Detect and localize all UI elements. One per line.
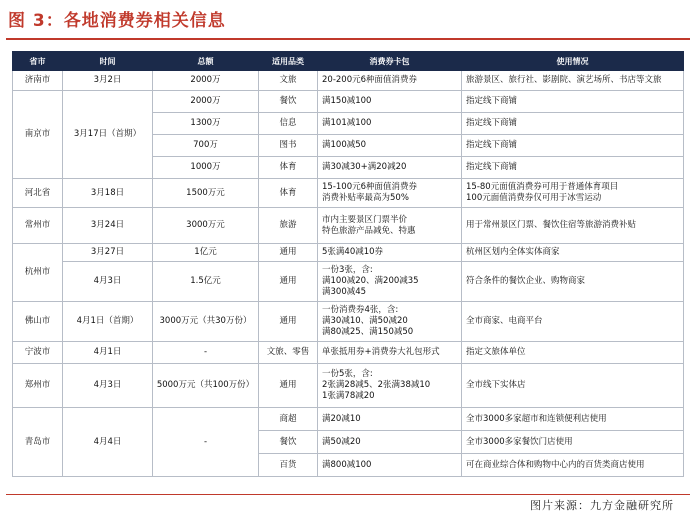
header-usage: 使用情况 xyxy=(462,52,684,71)
cell-time: 3月17日（首期） xyxy=(63,91,153,179)
cell-category: 体育 xyxy=(259,157,318,179)
cell-city: 宁波市 xyxy=(13,342,63,364)
package-line: 消费补贴率最高为50% xyxy=(322,193,409,203)
cell-category: 商超 xyxy=(259,408,318,431)
cell-category: 通用 xyxy=(259,302,318,342)
cell-time: 4月4日 xyxy=(63,408,153,477)
cell-package xyxy=(318,71,462,91)
usage-line: 全市商家、电商平台 xyxy=(466,316,543,326)
package-line: 满100减50 xyxy=(322,140,367,150)
usage-line: 杭州区划内全体实体商家 xyxy=(466,247,560,257)
cell-usage xyxy=(462,302,684,342)
cell-package xyxy=(318,342,462,364)
usage-line: 全市3000多家超市和连锁便利店使用 xyxy=(466,413,607,424)
cell-usage xyxy=(462,342,684,364)
cell-usage xyxy=(462,454,684,477)
package-line: 满20减10 xyxy=(322,413,361,424)
cell-usage xyxy=(462,244,684,262)
cell-category: 通用 xyxy=(259,244,318,262)
cell-category: 餐饮 xyxy=(259,431,318,454)
cell-city: 济南市 xyxy=(13,71,63,91)
cell-usage xyxy=(462,208,684,244)
footer-divider xyxy=(6,494,690,495)
cell-category: 文旅、零售 xyxy=(259,342,318,364)
cell-category: 体育 xyxy=(259,179,318,208)
cell-package xyxy=(318,364,462,408)
cell-package xyxy=(318,302,462,342)
package-line: 市内主要景区门票半价 xyxy=(322,214,408,225)
table-row xyxy=(13,179,684,208)
table-row xyxy=(13,71,684,91)
table-row xyxy=(13,364,684,408)
cell-time: 4月1日 xyxy=(63,342,153,364)
cell-package xyxy=(318,179,462,208)
header-category: 适用品类 xyxy=(259,52,318,71)
cell-time: 4月1日（首期） xyxy=(63,302,153,342)
table-row xyxy=(13,302,684,342)
cell-amount: 1亿元 xyxy=(153,244,259,262)
cell-amount: 2000万 xyxy=(153,91,259,113)
usage-line: 旅游景区、旅行社、影剧院、演艺场所、书店等文旅 xyxy=(466,75,662,85)
cell-amount: 1.5亿元 xyxy=(153,262,259,302)
cell-usage xyxy=(462,431,684,454)
cell-category: 百货 xyxy=(259,454,318,477)
cell-package xyxy=(318,454,462,477)
cell-city: 常州市 xyxy=(13,208,63,244)
usage-line: 用于常州景区门票、餐饮住宿等旅游消费补贴 xyxy=(466,220,637,230)
cell-package xyxy=(318,208,462,244)
cell-amount: 3000万元 xyxy=(153,208,259,244)
cell-usage xyxy=(462,179,684,208)
cell-category: 餐饮 xyxy=(259,91,318,113)
table-row xyxy=(13,208,684,244)
cell-amount: - xyxy=(153,342,259,364)
usage-line: 符合条件的餐饮企业、购物商家 xyxy=(466,276,586,286)
cell-usage xyxy=(462,113,684,135)
cell-amount: 3000万元（共30万份） xyxy=(153,302,259,342)
package-line: 满80减25、满150减50 xyxy=(322,327,414,337)
usage-line: 指定线下商铺 xyxy=(466,96,518,106)
package-line: 满101减100 xyxy=(322,118,372,128)
cell-city: 青岛市 xyxy=(13,408,63,477)
image-source: 图片来源：九方金融研究所 xyxy=(530,499,674,512)
package-line: 满100减20、满200减35 xyxy=(322,276,419,286)
figure-title: 图 3：各地消费券相关信息 xyxy=(8,11,226,31)
cell-time: 4月3日 xyxy=(63,262,153,302)
cell-usage xyxy=(462,262,684,302)
cell-usage xyxy=(462,157,684,179)
table-row xyxy=(13,244,684,262)
cell-amount: 5000万元（共100万份） xyxy=(153,364,259,408)
cell-category: 图书 xyxy=(259,135,318,157)
table-row xyxy=(13,408,684,431)
package-line: 一份3张，含: xyxy=(322,265,373,275)
usage-line: 全市线下实体店 xyxy=(466,380,526,390)
cell-time: 3月27日 xyxy=(63,244,153,262)
package-line: 2张满28减5、2张满38减10 xyxy=(322,380,431,390)
voucher-table xyxy=(12,51,684,477)
cell-amount: 1500万元 xyxy=(153,179,259,208)
package-line: 一份消费券4张，含: xyxy=(322,305,399,315)
table-row xyxy=(13,342,684,364)
cell-package xyxy=(318,113,462,135)
cell-usage xyxy=(462,71,684,91)
cell-time: 3月2日 xyxy=(63,71,153,91)
cell-category: 文旅 xyxy=(259,71,318,91)
package-line: 特色旅游产品减免、特惠 xyxy=(322,225,416,236)
cell-time: 3月18日 xyxy=(63,179,153,208)
package-line: 满800减100 xyxy=(322,459,372,470)
usage-line: 指定线下商铺 xyxy=(466,162,518,172)
table-header-row xyxy=(13,52,684,71)
cell-city: 河北省 xyxy=(13,179,63,208)
usage-line: 指定线下商铺 xyxy=(466,140,518,150)
table-row xyxy=(13,91,684,113)
package-line: 15-100元6种面值消费券 xyxy=(322,182,418,192)
usage-line: 可在商业综合体和购物中心内的百货类商店使用 xyxy=(466,459,645,470)
cell-amount: - xyxy=(153,408,259,477)
usage-line: 100元面值消费券仅可用于冰雪运动 xyxy=(466,193,602,203)
cell-usage xyxy=(462,408,684,431)
usage-line: 全市3000多家餐饮门店使用 xyxy=(466,436,573,447)
cell-city: 杭州市 xyxy=(13,244,63,302)
cell-usage xyxy=(462,364,684,408)
cell-category: 旅游 xyxy=(259,208,318,244)
table-row xyxy=(13,262,684,302)
header-time: 时间 xyxy=(63,52,153,71)
header-city: 省市 xyxy=(13,52,63,71)
package-line: 满150减100 xyxy=(322,96,372,106)
cell-category: 通用 xyxy=(259,364,318,408)
package-line: 一份5张，含: xyxy=(322,369,373,379)
cell-amount: 1300万 xyxy=(153,113,259,135)
cell-city: 南京市 xyxy=(13,91,63,179)
package-line: 满30减10、满50减20 xyxy=(322,316,408,326)
package-line: 20-200元6种面值消费券 xyxy=(322,75,418,85)
cell-time: 3月24日 xyxy=(63,208,153,244)
title-divider xyxy=(6,38,690,40)
package-line: 5张满40减10券 xyxy=(322,247,384,257)
cell-usage xyxy=(462,91,684,113)
package-line: 满50减20 xyxy=(322,436,361,447)
cell-package xyxy=(318,262,462,302)
cell-package xyxy=(318,91,462,113)
cell-time: 4月3日 xyxy=(63,364,153,408)
usage-line: 15-80元面值消费券可用于普通体育项目 xyxy=(466,182,619,192)
package-line: 满300减45 xyxy=(322,287,367,297)
cell-package xyxy=(318,408,462,431)
usage-line: 指定线下商铺 xyxy=(466,118,518,128)
cell-package xyxy=(318,431,462,454)
cell-package xyxy=(318,157,462,179)
cell-package xyxy=(318,135,462,157)
cell-amount: 2000万 xyxy=(153,71,259,91)
table-frame xyxy=(12,51,683,492)
header-package: 消费券卡包 xyxy=(318,52,462,71)
package-line: 单张抵用券+消费券大礼包形式 xyxy=(322,347,440,357)
cell-category: 通用 xyxy=(259,262,318,302)
cell-category: 信息 xyxy=(259,113,318,135)
cell-usage xyxy=(462,135,684,157)
cell-package xyxy=(318,244,462,262)
package-line: 1张满78减20 xyxy=(322,391,375,401)
cell-city: 郑州市 xyxy=(13,364,63,408)
cell-city: 佛山市 xyxy=(13,302,63,342)
usage-line: 指定文旅体单位 xyxy=(466,347,526,357)
cell-amount: 700万 xyxy=(153,135,259,157)
header-amount: 总额 xyxy=(153,52,259,71)
cell-amount: 1000万 xyxy=(153,157,259,179)
package-line: 满30减30+满20减20 xyxy=(322,162,407,172)
